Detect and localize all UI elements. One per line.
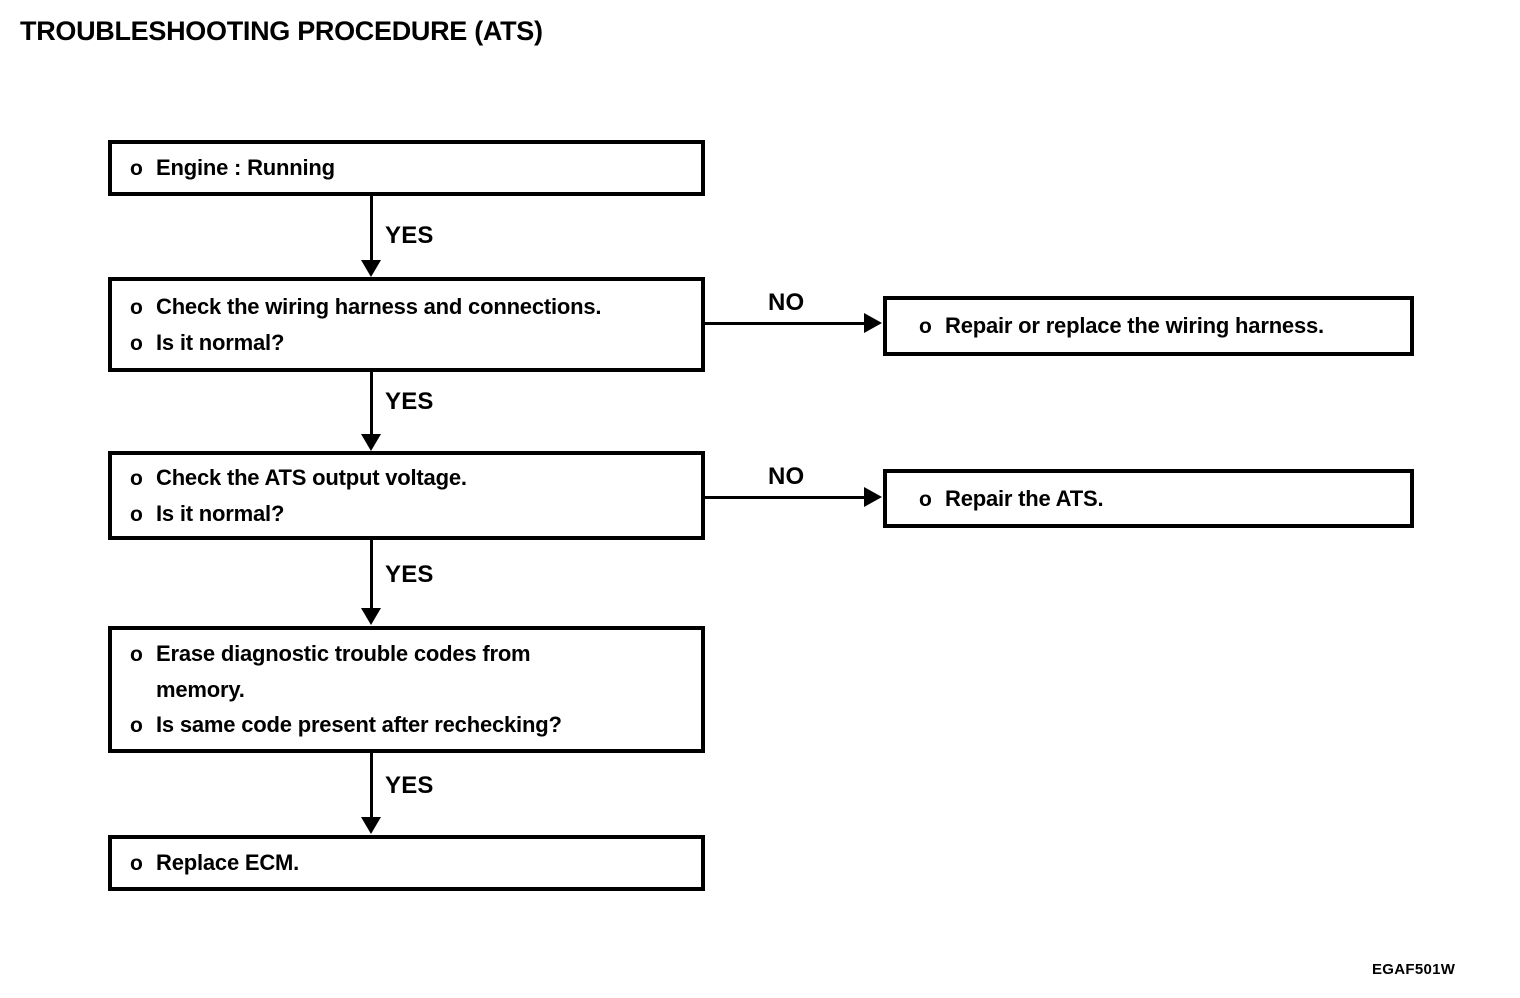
flow-node-text: Is same code present after rechecking? (156, 712, 562, 737)
flow-node-text: Repair or replace the wiring harness. (945, 313, 1324, 338)
figure-code: EGAF501W (1372, 961, 1456, 978)
flow-node-line (130, 289, 701, 325)
bullet-marker: o (130, 852, 143, 875)
flow-node-repair-ats (883, 469, 1414, 528)
flow-node-line (130, 325, 701, 361)
right-arrowhead-icon (864, 487, 882, 507)
yes-label-1: YES (385, 222, 434, 249)
flow-node-text: Engine : Running (156, 155, 335, 180)
right-arrowhead-icon (864, 313, 882, 333)
yes-arrow-line-1 (370, 196, 373, 262)
flow-node-text: Erase diagnostic trouble codes from (156, 641, 531, 666)
yes-arrow-line-4 (370, 753, 373, 819)
bullet-marker: o (130, 331, 143, 355)
down-arrowhead-icon (361, 608, 381, 625)
no-arrow-line-1 (705, 322, 865, 325)
bullet-marker: o (130, 502, 143, 526)
flow-node-text: memory. (156, 677, 245, 702)
flow-node-line (130, 460, 701, 496)
flow-node-text: Is it normal? (156, 500, 285, 526)
bullet-marker: o (919, 487, 932, 511)
flow-node-check-wiring-harness (108, 277, 705, 372)
down-arrowhead-icon (361, 434, 381, 451)
flow-node-repair-wiring-harness (883, 296, 1414, 356)
yes-label-3: YES (385, 561, 434, 588)
flow-node-check-ats-voltage (108, 451, 705, 540)
yes-label-2: YES (385, 388, 434, 415)
flow-node-erase-trouble-codes (108, 626, 705, 753)
flow-node-line (130, 845, 701, 881)
yes-arrow-line-3 (370, 540, 373, 610)
flow-node-line (130, 672, 701, 707)
flow-node-line (919, 308, 1410, 344)
bullet-marker: o (130, 714, 143, 737)
flow-node-line (130, 150, 701, 186)
flow-node-line (130, 707, 701, 743)
down-arrowhead-icon (361, 260, 381, 277)
bullet-marker: o (919, 315, 932, 338)
down-arrowhead-icon (361, 817, 381, 834)
flow-node-text: Check the wiring harness and connections. (156, 293, 602, 319)
yes-label-4: YES (385, 772, 434, 799)
flow-node-line (919, 481, 1410, 517)
no-label-2: NO (768, 463, 805, 490)
flow-node-replace-ecm (108, 835, 705, 891)
bullet-marker: o (130, 295, 143, 319)
flow-node-text: Is it normal? (156, 329, 285, 355)
flow-node-line (130, 496, 701, 532)
page-title: TROUBLESHOOTING PROCEDURE (ATS) (20, 16, 543, 46)
bullet-marker: o (130, 157, 143, 180)
flow-node-line (130, 636, 701, 672)
no-label-1: NO (768, 289, 805, 316)
flow-node-text: Replace ECM. (156, 850, 300, 875)
bullet-marker: o (130, 466, 143, 490)
bullet-marker: o (130, 643, 143, 666)
flow-node-text: Repair the ATS. (945, 485, 1104, 511)
flow-node-text: Check the ATS output voltage. (156, 464, 467, 490)
yes-arrow-line-2 (370, 372, 373, 436)
no-arrow-line-2 (705, 496, 865, 499)
flow-node-engine-running (108, 140, 705, 196)
